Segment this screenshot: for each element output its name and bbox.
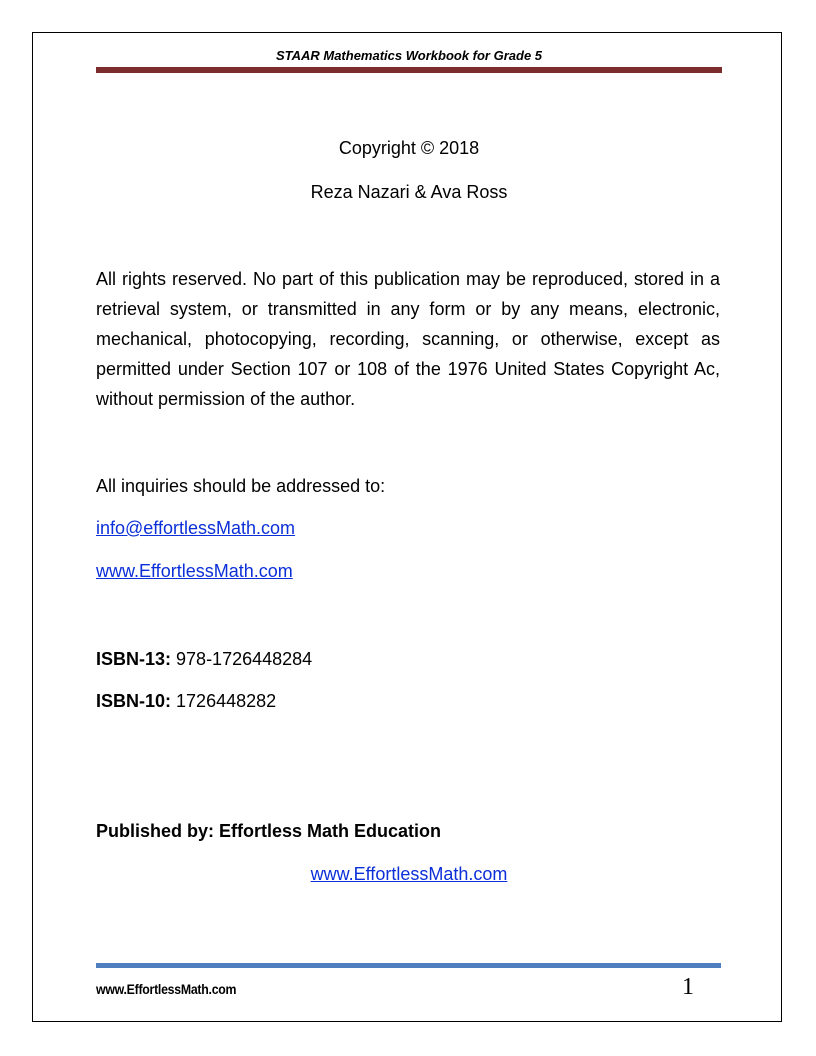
footer-website: www.EffortlessMath.com [96, 981, 237, 997]
inquiries-label: All inquiries should be addressed to: [96, 476, 386, 496]
isbn-10 [96, 691, 276, 712]
copyright-line: Copyright © 2018 [338, 138, 480, 158]
isbn-13-label: ISBN-13: [96, 649, 172, 669]
email-link[interactable]: info@effortlessMath.com [96, 518, 296, 538]
website-link[interactable]: www.EffortlessMath.com [96, 561, 293, 581]
publisher-label: Published by: Effortless Math Education [96, 821, 442, 841]
isbn-13-value: 978-1726448284 [176, 649, 313, 669]
isbn-10-label: ISBN-10: [96, 691, 172, 711]
isbn-10-value: 1726448282 [176, 691, 277, 711]
header-rule [96, 67, 722, 73]
rights-paragraph: All rights reserved. No part of this publication may be reproduced, stored in a retrieval system, or transmitted in any form or by any means, electronic, mechanical, photocopying, recording, scanning, or otherwise, except as permitted under Section 107 or 108 of the 1976 United States Copyright Ac, without permission of the author. [96, 269, 720, 409]
running-header: STAAR Mathematics Workbook for Grade 5 [275, 48, 543, 63]
footer-rule [96, 963, 721, 968]
isbn-13 [96, 649, 312, 670]
publisher-website-link[interactable]: www.EffortlessMath.com [310, 864, 508, 884]
page-number: 1 [682, 974, 694, 1000]
authors-line: Reza Nazari & Ava Ross [310, 182, 508, 202]
